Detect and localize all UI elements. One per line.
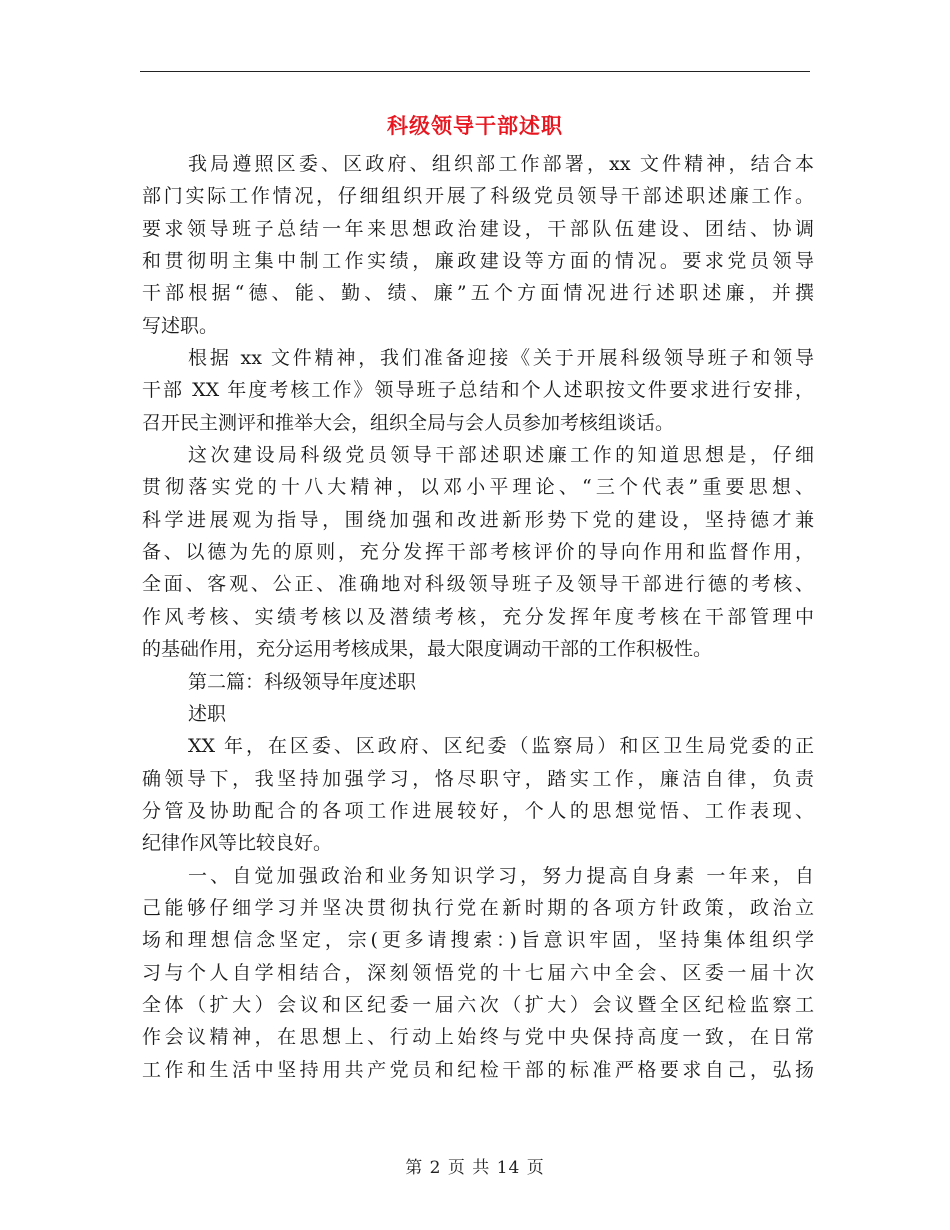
- text-line: 分管及协助配合的各项工作进展较好，个人的思想觉悟、工作表现、: [142, 799, 814, 822]
- text-line: 贯彻落实党的十八大精神，以邓小平理论、“三个代表”重要思想、: [142, 476, 814, 499]
- text-line: 习与个人自学相结合，深刻领悟党的十七届六中全会、区委一届十次: [142, 961, 814, 984]
- text-line: 我局遵照区委、区政府、组织部工作部署，xx 文件精神，结合本: [188, 153, 814, 175]
- page-number: 第 2 页 共 14 页: [405, 1158, 545, 1178]
- text-line: 全面、客观、公正、准确地对科级领导班子及领导干部进行德的考核、: [142, 573, 814, 596]
- text-line: 干部 XX 年度考核工作》领导班子总结和个人述职按文件要求进行安排，: [142, 379, 814, 402]
- text-line: 作风考核、实绩考核以及潜绩考核，充分发挥年度考核在干部管理中: [142, 605, 814, 628]
- text-line: 部门实际工作情况，仔细组织开展了科级党员领导干部述职述廉工作。: [142, 185, 814, 208]
- text-line: 要求领导班子总结一年来思想政治建设，干部队伍建设、团结、协调: [142, 217, 814, 240]
- text-line: 这次建设局科级党员领导干部述职述廉工作的知道思想是，仔细: [188, 444, 814, 467]
- text-line: 写述职。: [142, 314, 219, 337]
- text-line: 科学进展观为指导，围绕加强和改进新形势下党的建设，坚持德才兼: [142, 508, 814, 531]
- text-line: 第二篇：科级领导年度述职: [188, 670, 417, 693]
- text-line: 召开民主测评和推举大会，组织全局与会人员参加考核组谈话。: [142, 411, 675, 434]
- text-line: 作会议精神，在思想上、行动上始终与党中央保持高度一致，在日常: [142, 1026, 814, 1049]
- text-line: 一、自觉加强政治和业务知识学习，努力提高自身素 一年来，自: [188, 864, 814, 887]
- text-line: 和贯彻明主集中制工作实绩，廉政建设等方面的情况。要求党员领导: [142, 250, 814, 273]
- text-line: 备、以德为先的原则，充分发挥干部考核评价的导向作用和监督作用，: [142, 541, 814, 564]
- header-rule: [140, 71, 810, 72]
- text-line: 场和理想信念坚定，宗(更多请搜索：)旨意识牢固，坚持集体组织学: [142, 929, 814, 952]
- text-line: 根据 xx 文件精神，我们准备迎接《关于开展科级领导班子和领导: [188, 347, 814, 370]
- document-body: [142, 148, 814, 1086]
- text-line: 干部根据“德、能、勤、绩、廉”五个方面情况进行述职述廉，并撰: [142, 282, 814, 305]
- text-line: 述职: [188, 702, 227, 725]
- document-title: 科级领导干部述职: [387, 113, 563, 138]
- text-line: 己能够仔细学习并坚决贯彻执行党在新时期的各项方针政策，政治立: [142, 896, 814, 919]
- text-line: 的基础作用，充分运用考核成果，最大限度调动干部的工作积极性。: [142, 638, 713, 661]
- text-line: 纪律作风等比较良好。: [142, 832, 333, 855]
- text-line: 工作和生活中坚持用共产党员和纪检干部的标准严格要求自己，弘扬: [142, 1058, 814, 1081]
- text-line: XX 年，在区委、区政府、区纪委（监察局）和区卫生局党委的正: [188, 735, 814, 758]
- text-line: 确领导下，我坚持加强学习，恪尽职守，踏实工作，廉洁自律，负责: [142, 767, 814, 790]
- text-line: 全体（扩大）会议和区纪委一届六次（扩大）会议暨全区纪检监察工: [142, 993, 814, 1016]
